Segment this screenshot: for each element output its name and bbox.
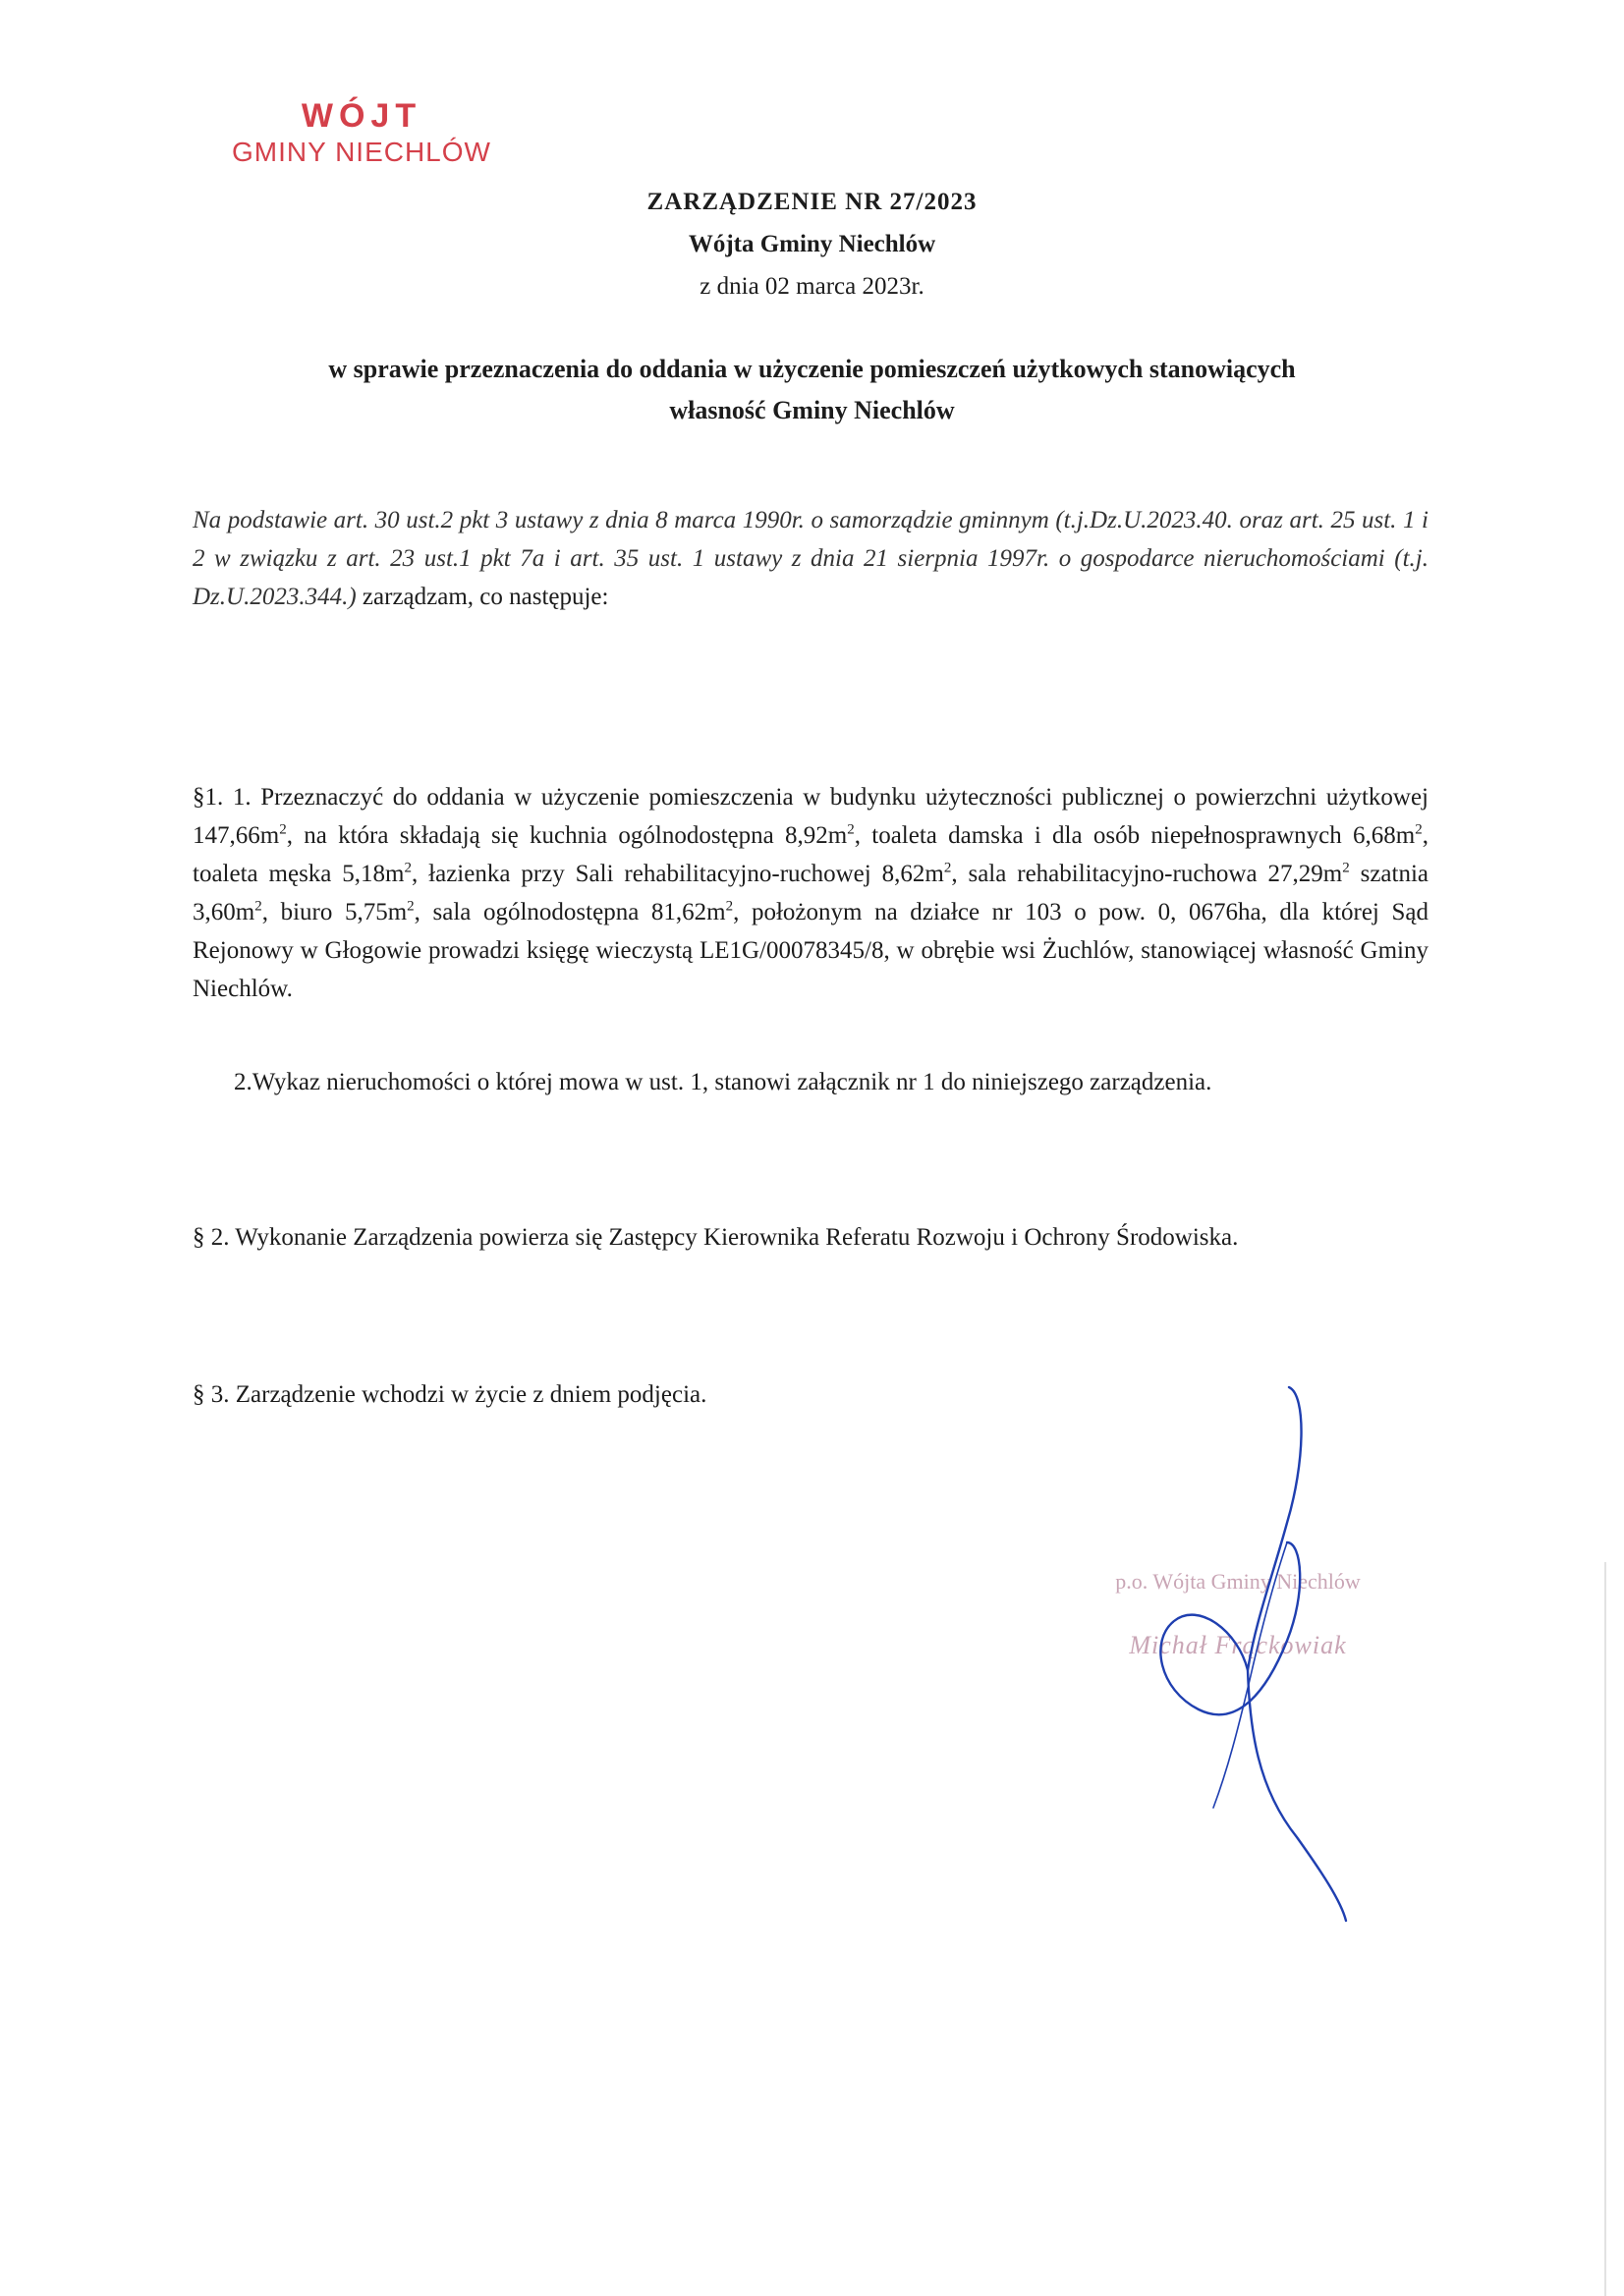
document-date: z dnia 02 marca 2023r. xyxy=(700,273,924,300)
subject-line-1: w sprawie przeznaczenia do oddania w użyczenie pomieszczeń użytkowych stanowiących xyxy=(328,355,1296,383)
subject-line-2: własność Gminy Niechlów xyxy=(669,396,955,424)
legal-basis-tail: zarządzam, co następuje: xyxy=(356,584,609,610)
section-1-point-2: 2.Wykaz nieruchomości o której mowa w ust. 1, stanowi załącznik nr 1 do niniejszego zarządzenia. xyxy=(234,1069,1212,1095)
section-3: § 3. Zarządzenie wchodzi w życie z dniem podjęcia. xyxy=(193,1381,707,1408)
legal-basis xyxy=(193,501,1428,616)
document-title: ZARZĄDZENIE NR 27/2023 xyxy=(646,189,978,215)
legal-basis-citation: Na podstawie art. 30 ust.2 pkt 3 ustawy z dnia 8 marca 1990r. o samorządzie gminnym (t.j.Dz.U.2023.40. oraz art. 25 ust. 1 i 2 w związku z art. 23 ust.1 pkt 7a i art. 35 ust. 1 ustawy z dnia 21 sierpnia 1997r. o gospodarce nieruchomościami (t.j. Dz.U.2023.344.) xyxy=(193,507,1428,610)
section-1-point-1: §1. 1. Przeznaczyć do oddania w użyczenie pomieszczenia w budynku użyteczności publicznej o powierzchni użytkowej $147,66m^2$, na która składają się kuchnia ogólnodostępna $8,92m^2$, toaleta damska i dla osób niepełnosprawnych $6,68m^2$, toaleta męska $5,18m^2$, łazienka przy Sali rehabilitacyjno-ruchowej $8,62m^2$, sala rehabilitacyjno-ruchowa $27,29m^2$ szatnia $3,60m^2$, biuro $5,75m^2$, sala ogólnodostępna $81,62m^2$, położonym na działce nr 103 o pow. 0, 0676ha, dla której Sąd Rejonowy w Głogowie prowadzi księgę wieczystą LE1G/00078345/8, w obrębie wsi Żuchlów, stanowiącej własność Gminy Niechlów. xyxy=(193,784,1429,1002)
section-2: § 2. Wykonanie Zarządzenia powierza się Zastępcy Kierownika Referatu Rozwoju i Ochrony Środowiska. xyxy=(193,1224,1239,1251)
official-stamp xyxy=(214,96,509,169)
stamp-subtitle: GMINY NIECHLÓW xyxy=(232,137,491,167)
document-issuer: Wójta Gminy Niechlów xyxy=(688,231,936,257)
document-subject xyxy=(0,349,1624,431)
scan-edge xyxy=(1604,1562,1606,2296)
handwritten-signature xyxy=(1140,1375,1356,1926)
signature-role: p.o. Wójta Gminy Niechlów xyxy=(1115,1569,1361,1594)
signature-name: Michał Frąckowiak xyxy=(1129,1631,1347,1659)
stamp-title: WÓJT xyxy=(301,97,422,135)
